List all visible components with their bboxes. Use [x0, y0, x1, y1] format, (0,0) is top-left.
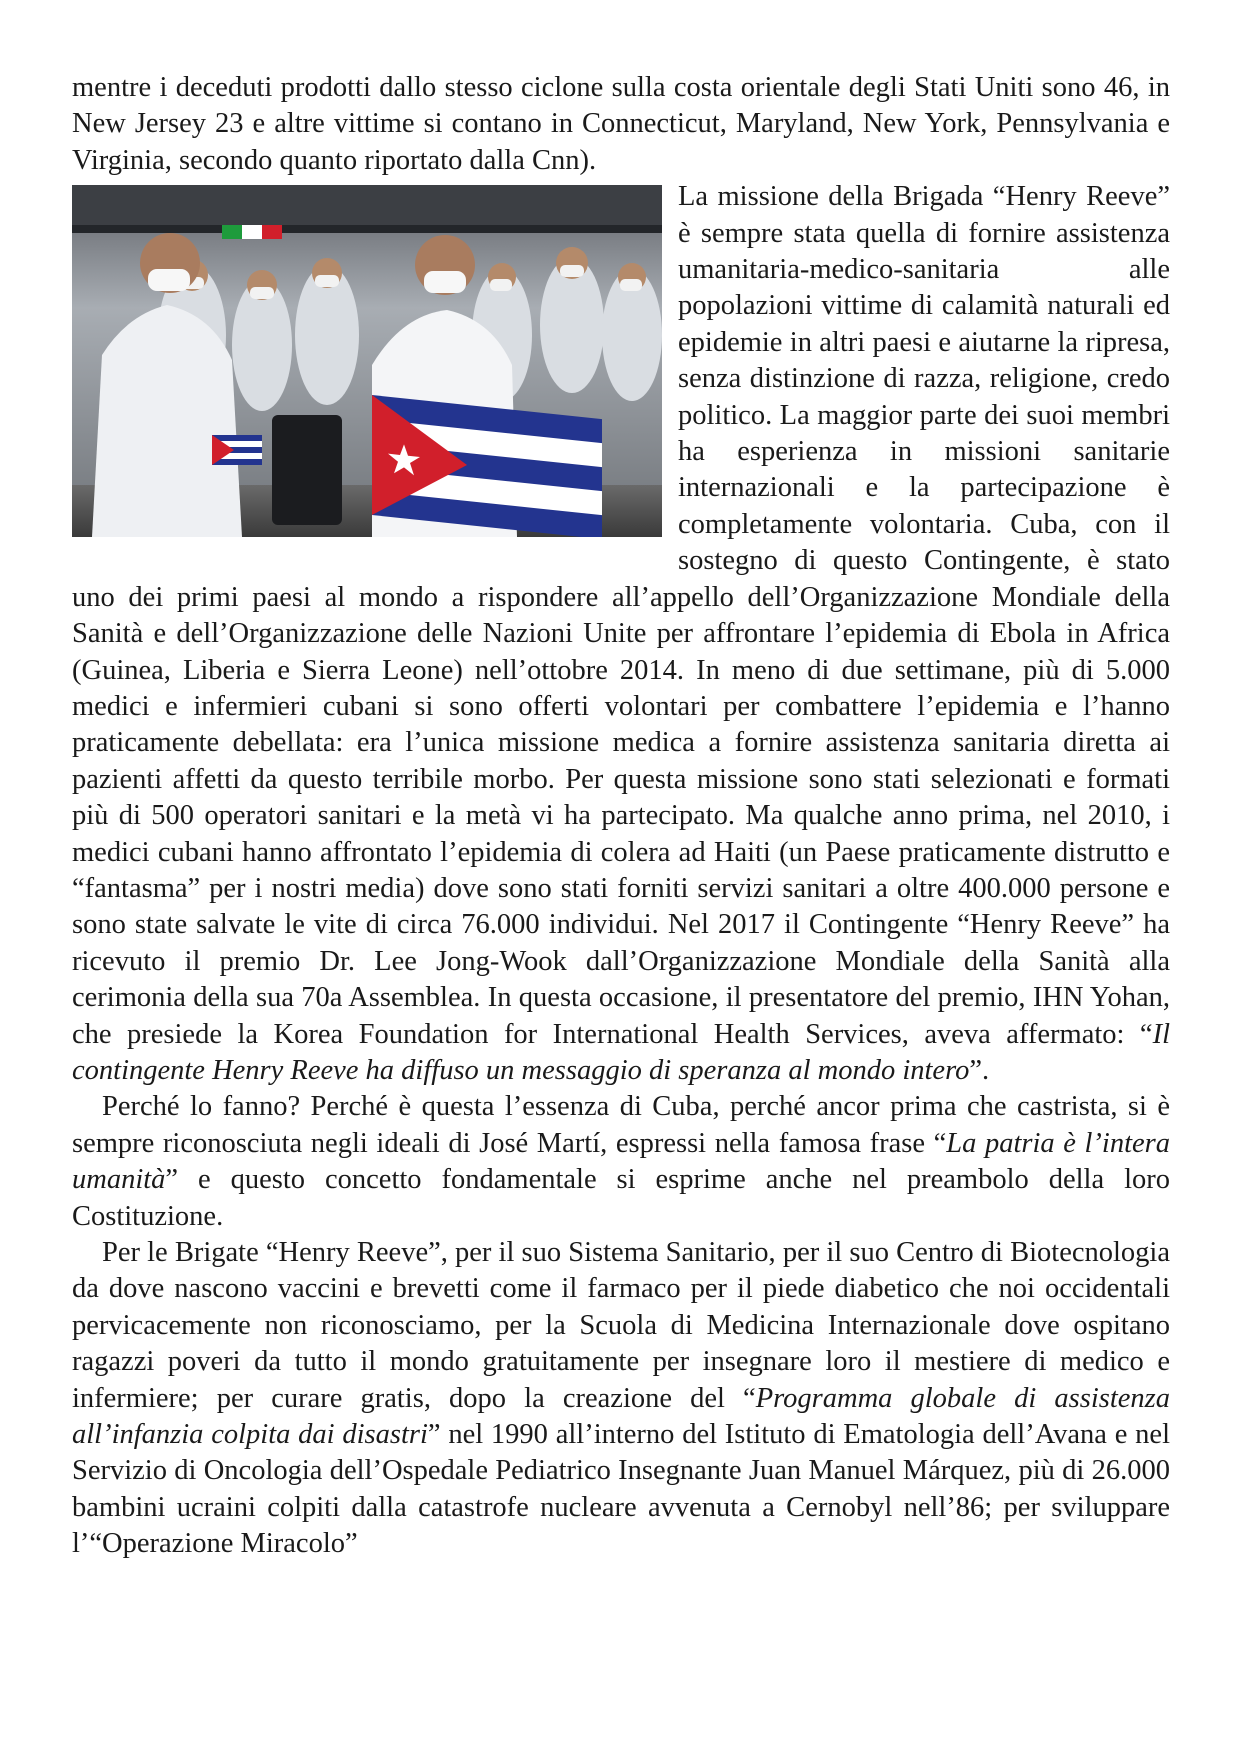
program-title: Programma globale di assistenza all’infanzia colpita dai disastri [72, 1382, 1170, 1451]
paragraph-3-end: ” e questo concetto fondamentale si esprime anche nel preambolo della loro Costituzione. [72, 1164, 1170, 1232]
photo-cuban-medical-brigade-with-flag [72, 185, 662, 537]
paragraph-2-end: ”. [969, 1054, 990, 1086]
paragraph-1 [72, 70, 1170, 179]
document-page [72, 70, 1170, 1563]
henry-reeve-quote: Il contingente Henry Reeve ha diffuso un messaggio di speranza al mondo intero [72, 1018, 1170, 1086]
paragraph-4-text: Per le Brigate “Henry Reeve”, per il suo Sistema Sanitario, per il suo Centro di Biotecnologia da dove nascono vaccini e brevetti come il farmaco per il piede diabetico che noi occidentali pervicacemente non riconosciamo, per la Scuola di Medicina Internazionale dove ospitano ragazzi poveri da tutto il mondo gratuitamente per insegnare loro il mestiere di medico e infermiere; per curare gratis, dopo la creazione del “ [72, 1237, 1170, 1414]
paragraph-4 [72, 1235, 1170, 1563]
paragraph-4-end: ” nel 1990 all’interno del Istituto di Ematologia dell’Avana e nel Servizio di Oncologia dell’Ospedale Pediatrico Insegnante Juan Manuel Márquez, più di 26.000 bambini ucraini colpiti dalla catastrofe nucleare avvenuta a Cernobyl nell’86; per sviluppare l’“Operazione Miracolo” [72, 1419, 1170, 1560]
paragraph-1-text: mentre i deceduti prodotti dallo stesso ciclone sulla costa orientale degli Stati Uniti sono 46, in New Jersey 23 e altre vittime si contano in Connecticut, Maryland, New York, Pennsylvania e Virginia, secondo quanto riportato dalla Cnn). [72, 72, 1170, 176]
marti-quote: La patria è l’intera umanità [72, 1127, 1170, 1196]
paragraph-3-text: Perché lo fanno? Perché è questa l’essenza di Cuba, perché ancor prima che castrista, si è sempre riconosciuta negli ideali di José Martí, espressi nella famosa frase “ [72, 1091, 1170, 1159]
brigade-photo [72, 185, 662, 537]
paragraph-2-text: La missione della Brigada “Henry Reeve” è sempre stata quella di fornire assistenza umanitaria-medico-sanitaria alle popolazioni vittime di calamità naturali ed epidemie in altri paesi e aiutarne la ripresa, senza distinzione di razza, religione, credo politico. La maggior parte dei suoi membri ha esperienza in missioni sanitarie internazionali e la partecipazione è completamente volontaria. Cuba, con il sostegno di questo Contingente, è stato uno dei primi paesi al mondo a rispondere all’appello dell’Organizzazione Mondiale della Sanità e dell’Organizzazione delle Nazioni Unite per affrontare l’epidemia di Ebola in Africa (Guinea, Liberia e Sierra Leone) nell’ottobre 2014. In meno di due settimane, più di 5.000 medici e infermieri cubani si sono offerti volontari per combattere l’epidemia e l’hanno praticamente debellata: era l’unica missione medica a fornire assistenza sanitaria diretta ai pazienti affetti da questo terribile morbo. Per questa missione sono stati selezionati e formati più di 500 operatori sanitari e la metà vi ha partecipato. Ma qualche anno prima, nel 2010, i medici cubani hanno affrontato l’epidemia di colera ad Haiti (un Paese praticamente distrutto e “fantasma” per i nostri media) dove sono stati forniti servizi sanitari a oltre 400.000 persone e sono state salvate le vite di circa 76.000 individui. Nel 2017 il Contingente “Henry Reeve” ha ricevuto il premio Dr. Lee Jong-Wook dall’Organizzazione Mondiale della Sanità alla cerimonia della sua 70a Assemblea. In questa occasione, il presentatore del premio, IHN Yohan, che presiede la Korea Foundation for International Health Services, aveva affermato: “ [72, 181, 1170, 1050]
paragraph-3 [72, 1089, 1170, 1235]
